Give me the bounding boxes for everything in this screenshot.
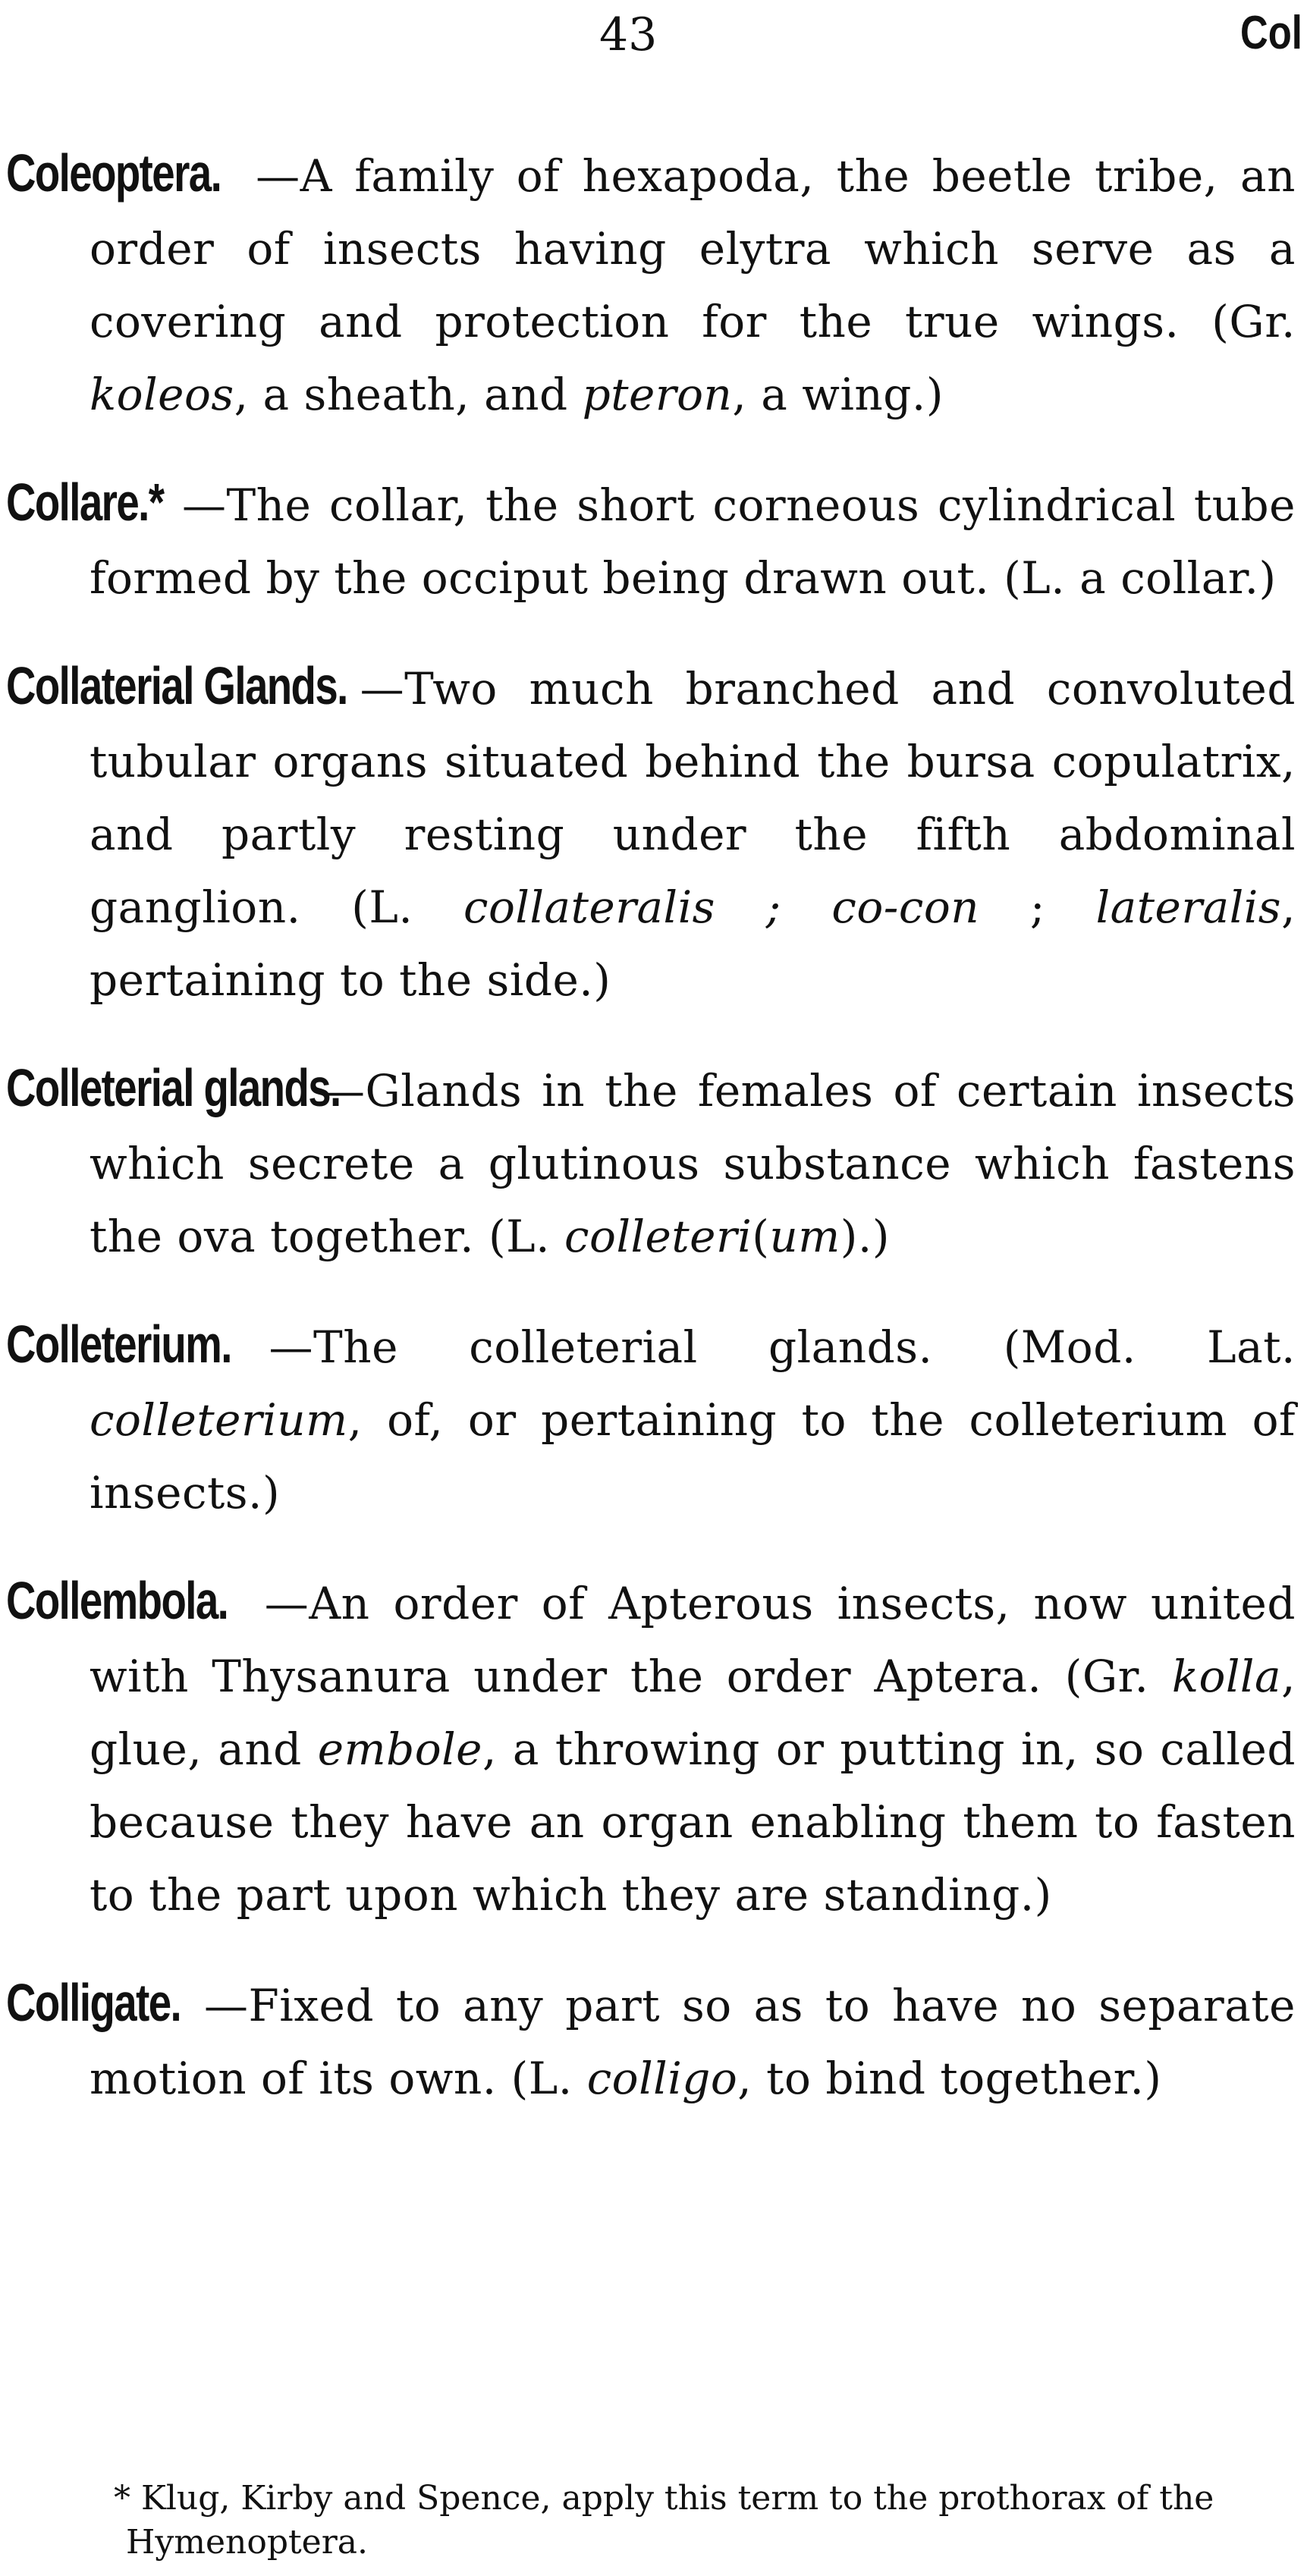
etymology-term: pteron <box>582 369 733 420</box>
entry-colligate <box>6 1966 1296 2115</box>
headword: Coleoptera. <box>6 143 221 203</box>
etymology-term: colligo <box>586 2053 738 2104</box>
etymology-term: collateralis ; co-con <box>463 881 980 933</box>
definition-text: , pertaining to the side.) <box>90 881 1296 1006</box>
headword: Collembola. <box>6 1571 228 1630</box>
headword: Collare.* <box>6 473 164 532</box>
definition-text: ( <box>752 1211 770 1262</box>
entry-collare <box>6 466 1296 614</box>
definition-text: , of, or pertaining to the colleterium of insects.) <box>90 1394 1296 1519</box>
entry-colleterial-glands <box>6 1051 1296 1273</box>
headword: Colleterium. <box>6 1315 231 1374</box>
etymology-term: kolla <box>1171 1651 1282 1702</box>
entry-coleoptera <box>6 137 1296 431</box>
definition-text: , a wing.) <box>732 369 944 420</box>
definition-text: , a sheath, and <box>234 369 583 420</box>
definition-text: ).) <box>840 1211 890 1262</box>
definition-text: , to bind together.) <box>737 2053 1162 2104</box>
entry-collembola <box>6 1564 1296 1931</box>
page-number: 43 <box>599 8 658 61</box>
running-head: Col <box>1240 7 1302 59</box>
definition-text: —Fixed to any part so as to have no separate motion of its own. (L. <box>90 1980 1296 2104</box>
page-header <box>0 0 1307 83</box>
definition-text: —The colleterial glands. (Mod. Lat. <box>269 1321 1296 1373</box>
definition-text: —A family of hexapoda, the beetle tribe, an order of insects having elytra which serve as a covering and protection for the true wings. (Gr. <box>90 150 1296 347</box>
etymology-term: colleterium <box>90 1394 348 1446</box>
footnote: * Klug, Kirby and Spence, apply this term to the prothorax of the Hymenoptera. <box>114 2479 1214 2562</box>
etymology-term: colleteri <box>564 1211 752 1262</box>
etymology-term: um <box>769 1211 840 1262</box>
definition-text: —Two much branched and convoluted tubular organs situated behind the bursa copulatrix, and partly resting under the fifth abdominal ganglion. (L. <box>90 663 1296 933</box>
entry-colleterium <box>6 1308 1296 1529</box>
headword: Colleterial glands. <box>6 1058 341 1117</box>
definition-text: —The collar, the short corneous cylindrical tube formed by the occiput being drawn out. (L. a collar.) <box>90 479 1296 604</box>
etymology-term: embole <box>317 1723 482 1775</box>
entry-collaterial-glands <box>6 649 1296 1016</box>
headword: Collaterial Glands. <box>6 656 347 715</box>
definition-text: , glue, and <box>90 1651 1296 1775</box>
definition-text: —An order of Apterous insects, now united with Thysanura under the order Aptera. (Gr. <box>90 1578 1296 1702</box>
definition-text: , a throwing or putting in, so called because they have an organ enabling them to fasten to the part upon which they are standing.) <box>90 1723 1296 1921</box>
definition-text: ; <box>979 881 1096 933</box>
etymology-term: koleos <box>90 369 234 420</box>
glossary-entries <box>6 137 1296 2150</box>
headword: Colligate. <box>6 1973 181 2032</box>
etymology-term: lateralis <box>1095 881 1282 933</box>
definition-text: —Glands in the females of certain insects which secrete a glutinous substance which fastens the ova together. (L. <box>90 1065 1296 1262</box>
